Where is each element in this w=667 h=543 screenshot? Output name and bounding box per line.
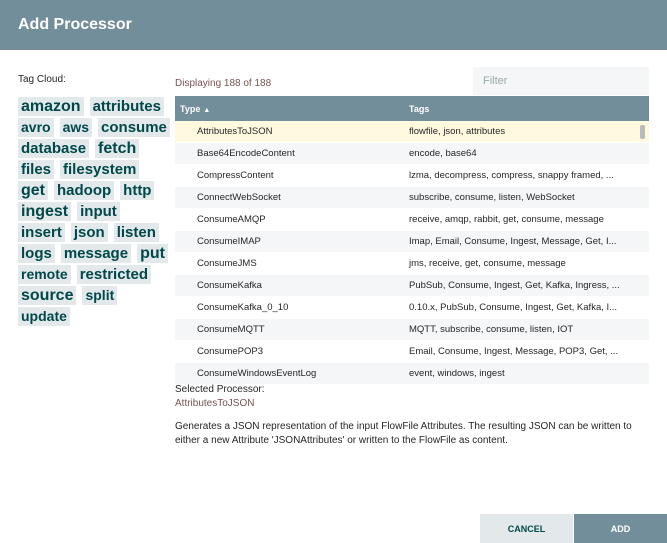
table-row[interactable] (175, 253, 649, 275)
row-tags: 0.10.x, PubSub, Consume, Ingest, Get, Kafka, I... (409, 302, 618, 313)
row-tags: event, windows, ingest (409, 368, 505, 379)
column-tags-label: Tags (409, 103, 430, 114)
row-type: ConsumeJMS (197, 258, 257, 269)
tag-put[interactable]: put (137, 244, 168, 263)
table-body (175, 121, 649, 385)
tag-get[interactable]: get (18, 181, 48, 200)
tag-split[interactable]: split (82, 286, 117, 305)
tag-restricted[interactable]: restricted (77, 265, 151, 284)
table-row[interactable] (175, 143, 649, 165)
selected-processor-name: AttributesToJSON (175, 398, 255, 409)
column-header-type[interactable] (175, 104, 407, 114)
selected-processor-description: Generates a JSON representation of the input FlowFile Attributes. The resulting JSON can be written to either a new Attribute 'JSONAttributes' or written to the FlowFile as content. (175, 421, 632, 446)
row-tags: MQTT, subscribe, consume, listen, IOT (409, 324, 574, 335)
selected-processor-label: Selected Processor: (175, 384, 265, 395)
tag-cloud (18, 97, 170, 326)
displaying-count: Displaying 188 of 188 (175, 78, 272, 89)
row-tags: receive, amqp, rabbit, get, consume, message (409, 214, 604, 225)
row-tags: subscribe, consume, listen, WebSocket (409, 192, 575, 203)
tag-message[interactable]: message (61, 244, 131, 263)
row-tags: encode, base64 (409, 148, 477, 159)
row-type: CompressContent (197, 170, 274, 181)
tag-attributes[interactable]: attributes (90, 97, 164, 116)
dialog-header (0, 0, 667, 50)
tag-source[interactable]: source (18, 286, 76, 305)
table-scrollbar[interactable] (640, 125, 645, 139)
column-type-label: Type (180, 103, 201, 114)
table-row[interactable] (175, 297, 649, 319)
row-type: ConsumeKafka_0_10 (197, 302, 289, 313)
row-type: ConsumeMQTT (197, 324, 265, 335)
row-type: ConsumeKafka (197, 280, 262, 291)
row-type: ConsumeWindowsEventLog (197, 368, 317, 379)
tag-logs[interactable]: logs (18, 244, 55, 263)
row-type: ConsumeIMAP (197, 236, 261, 247)
row-tags: Email, Consume, Ingest, Message, POP3, Get, ... (409, 346, 619, 357)
column-header-tags[interactable] (407, 104, 649, 114)
dialog-title: Add Processor (18, 16, 132, 33)
tag-ingest[interactable]: ingest (18, 202, 71, 221)
filter-input[interactable] (473, 67, 649, 95)
table-header (175, 96, 649, 121)
table-row[interactable] (175, 165, 649, 187)
row-type: ConsumePOP3 (197, 346, 264, 357)
table-row[interactable] (175, 231, 649, 253)
tag-aws[interactable]: aws (60, 118, 92, 137)
row-type: ConnectWebSocket (197, 192, 281, 203)
table-row[interactable] (175, 319, 649, 341)
tag-update[interactable]: update (18, 307, 70, 326)
table-row[interactable] (175, 363, 649, 385)
table-row[interactable] (175, 187, 649, 209)
sort-ascending-icon: ▲ (203, 106, 211, 114)
tag-fetch[interactable]: fetch (95, 139, 139, 158)
tag-listen[interactable]: listen (114, 223, 159, 242)
tag-database[interactable]: database (18, 139, 89, 158)
tag-filesystem[interactable]: filesystem (60, 160, 139, 179)
table-row[interactable] (175, 341, 649, 363)
tag-hadoop[interactable]: hadoop (54, 181, 114, 200)
table-row[interactable] (175, 209, 649, 231)
tag-http[interactable]: http (120, 181, 154, 200)
row-type: ConsumeAMQP (197, 214, 266, 225)
row-tags: Imap, Email, Consume, Ingest, Message, Get, I... (409, 236, 617, 247)
tag-json[interactable]: json (71, 223, 108, 242)
tag-files[interactable]: files (18, 160, 54, 179)
row-tags: lzma, decompress, compress, snappy framed, ... (409, 170, 614, 181)
tag-avro[interactable]: avro (18, 118, 54, 137)
processor-table (175, 96, 649, 379)
row-type: Base64EncodeContent (197, 148, 295, 159)
row-tags: jms, receive, get, consume, message (409, 258, 566, 269)
tag-remote[interactable]: remote (18, 265, 71, 284)
tag-cloud-label: Tag Cloud: (18, 74, 66, 85)
table-row[interactable] (175, 121, 649, 143)
cancel-button[interactable]: CANCEL (480, 514, 573, 543)
add-button[interactable]: ADD (574, 514, 667, 543)
tag-insert[interactable]: insert (18, 223, 65, 242)
tag-consume[interactable]: consume (98, 118, 170, 137)
row-tags: PubSub, Consume, Ingest, Get, Kafka, Ingress, ... (409, 280, 620, 291)
tag-amazon[interactable]: amazon (18, 97, 84, 116)
table-row[interactable] (175, 275, 649, 297)
row-type: AttributesToJSON (197, 126, 273, 137)
row-tags: flowfile, json, attributes (409, 126, 506, 137)
tag-input[interactable]: input (77, 202, 120, 221)
